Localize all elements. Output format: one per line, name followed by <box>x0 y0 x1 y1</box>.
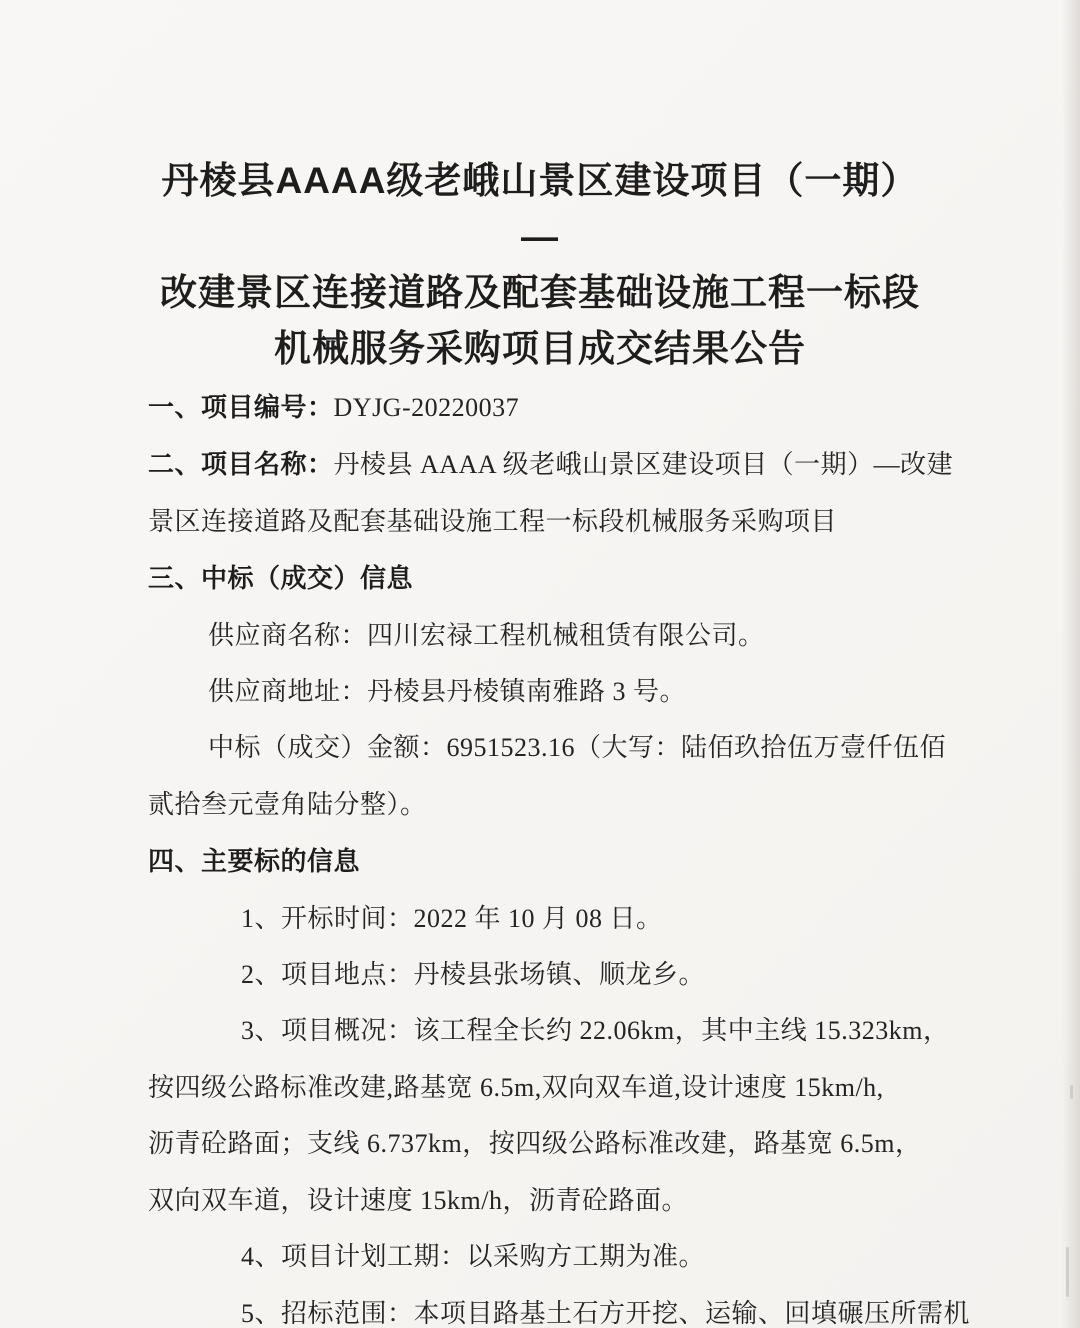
project-overview-continuation <box>148 1173 954 1229</box>
supplier-address-line <box>148 664 954 720</box>
line-text: 贰拾叁元壹角陆分整）。 <box>148 789 427 819</box>
line-text: 沥青砼路面；支线 6.737km，按四级公路标准改建，路基宽 6.5m， <box>148 1129 922 1159</box>
section-heading: 二、项目名称： <box>148 449 334 480</box>
document-title <box>148 153 932 377</box>
document-title-line: 丹棱县AAAA级老峨山景区建设项目（一期）— <box>161 160 919 257</box>
scan-artifact <box>1066 1247 1069 1297</box>
section-line-project-name <box>148 436 954 493</box>
section-line-project-number <box>148 379 954 436</box>
line-text: 景区连接道路及配套基础设施工程一标段机械服务采购项目 <box>148 506 838 536</box>
line-text: DYJG-20220037 <box>333 393 520 422</box>
project-location-line <box>148 947 954 1003</box>
project-name-continuation <box>148 494 954 550</box>
line-text: 5、招标范围：本项目路基土石方开挖、运输、回填碾压所需机 <box>241 1298 971 1328</box>
line-text: 4、项目计划工期：以采购方工期为准。 <box>241 1242 706 1272</box>
line-text: 双向双车道，设计速度 15km/h，沥青砼路面。 <box>148 1185 688 1215</box>
section-heading: 一、项目编号： <box>148 392 334 422</box>
section-heading-award-info <box>148 550 954 607</box>
line-text: 供应商名称：四川宏禄工程机械租赁有限公司。 <box>208 620 765 650</box>
scan-artifact <box>1070 1085 1073 1099</box>
line-text: 丹棱县 AAAA 级老峨山景区建设项目（一期）—改建 <box>333 450 954 480</box>
document-title-line: 改建景区连接道路及配套基础设施工程一标段 <box>160 272 920 313</box>
project-overview-line <box>148 1003 954 1059</box>
line-text: 中标（成交）金额：6951523.16（大写：陆佰玖拾伍万壹仟伍佰 <box>208 733 947 763</box>
line-text: 3、项目概况：该工程全长约 22.06km，其中主线 15.323km， <box>241 1016 950 1046</box>
supplier-name-line <box>148 608 954 664</box>
bid-scope-line <box>148 1286 971 1328</box>
line-text: 按四级公路标准改建,路基宽 6.5m,双向双车道,设计速度 15km/h, <box>148 1072 884 1102</box>
section-heading: 三、中标（成交）信息 <box>148 563 414 594</box>
document-title-line: 机械服务采购项目成交结果公告 <box>274 328 806 369</box>
project-schedule-line <box>148 1229 954 1285</box>
section-heading-subject-info <box>148 833 954 890</box>
document-body <box>148 379 971 1328</box>
bid-opening-time-line <box>148 891 954 947</box>
award-amount-line <box>148 720 954 776</box>
award-amount-continuation <box>148 777 954 833</box>
project-overview-continuation <box>148 1116 954 1172</box>
line-text: 1、开标时间：2022 年 10 月 08 日。 <box>241 903 663 933</box>
project-overview-continuation <box>148 1060 954 1116</box>
section-heading: 四、主要标的信息 <box>148 846 361 877</box>
line-text: 2、项目地点：丹棱县张场镇、顺龙乡。 <box>241 960 706 990</box>
line-text: 供应商地址：丹棱县丹棱镇南雅路 3 号。 <box>208 677 687 707</box>
scan-edge-shadow <box>1062 0 1080 1328</box>
